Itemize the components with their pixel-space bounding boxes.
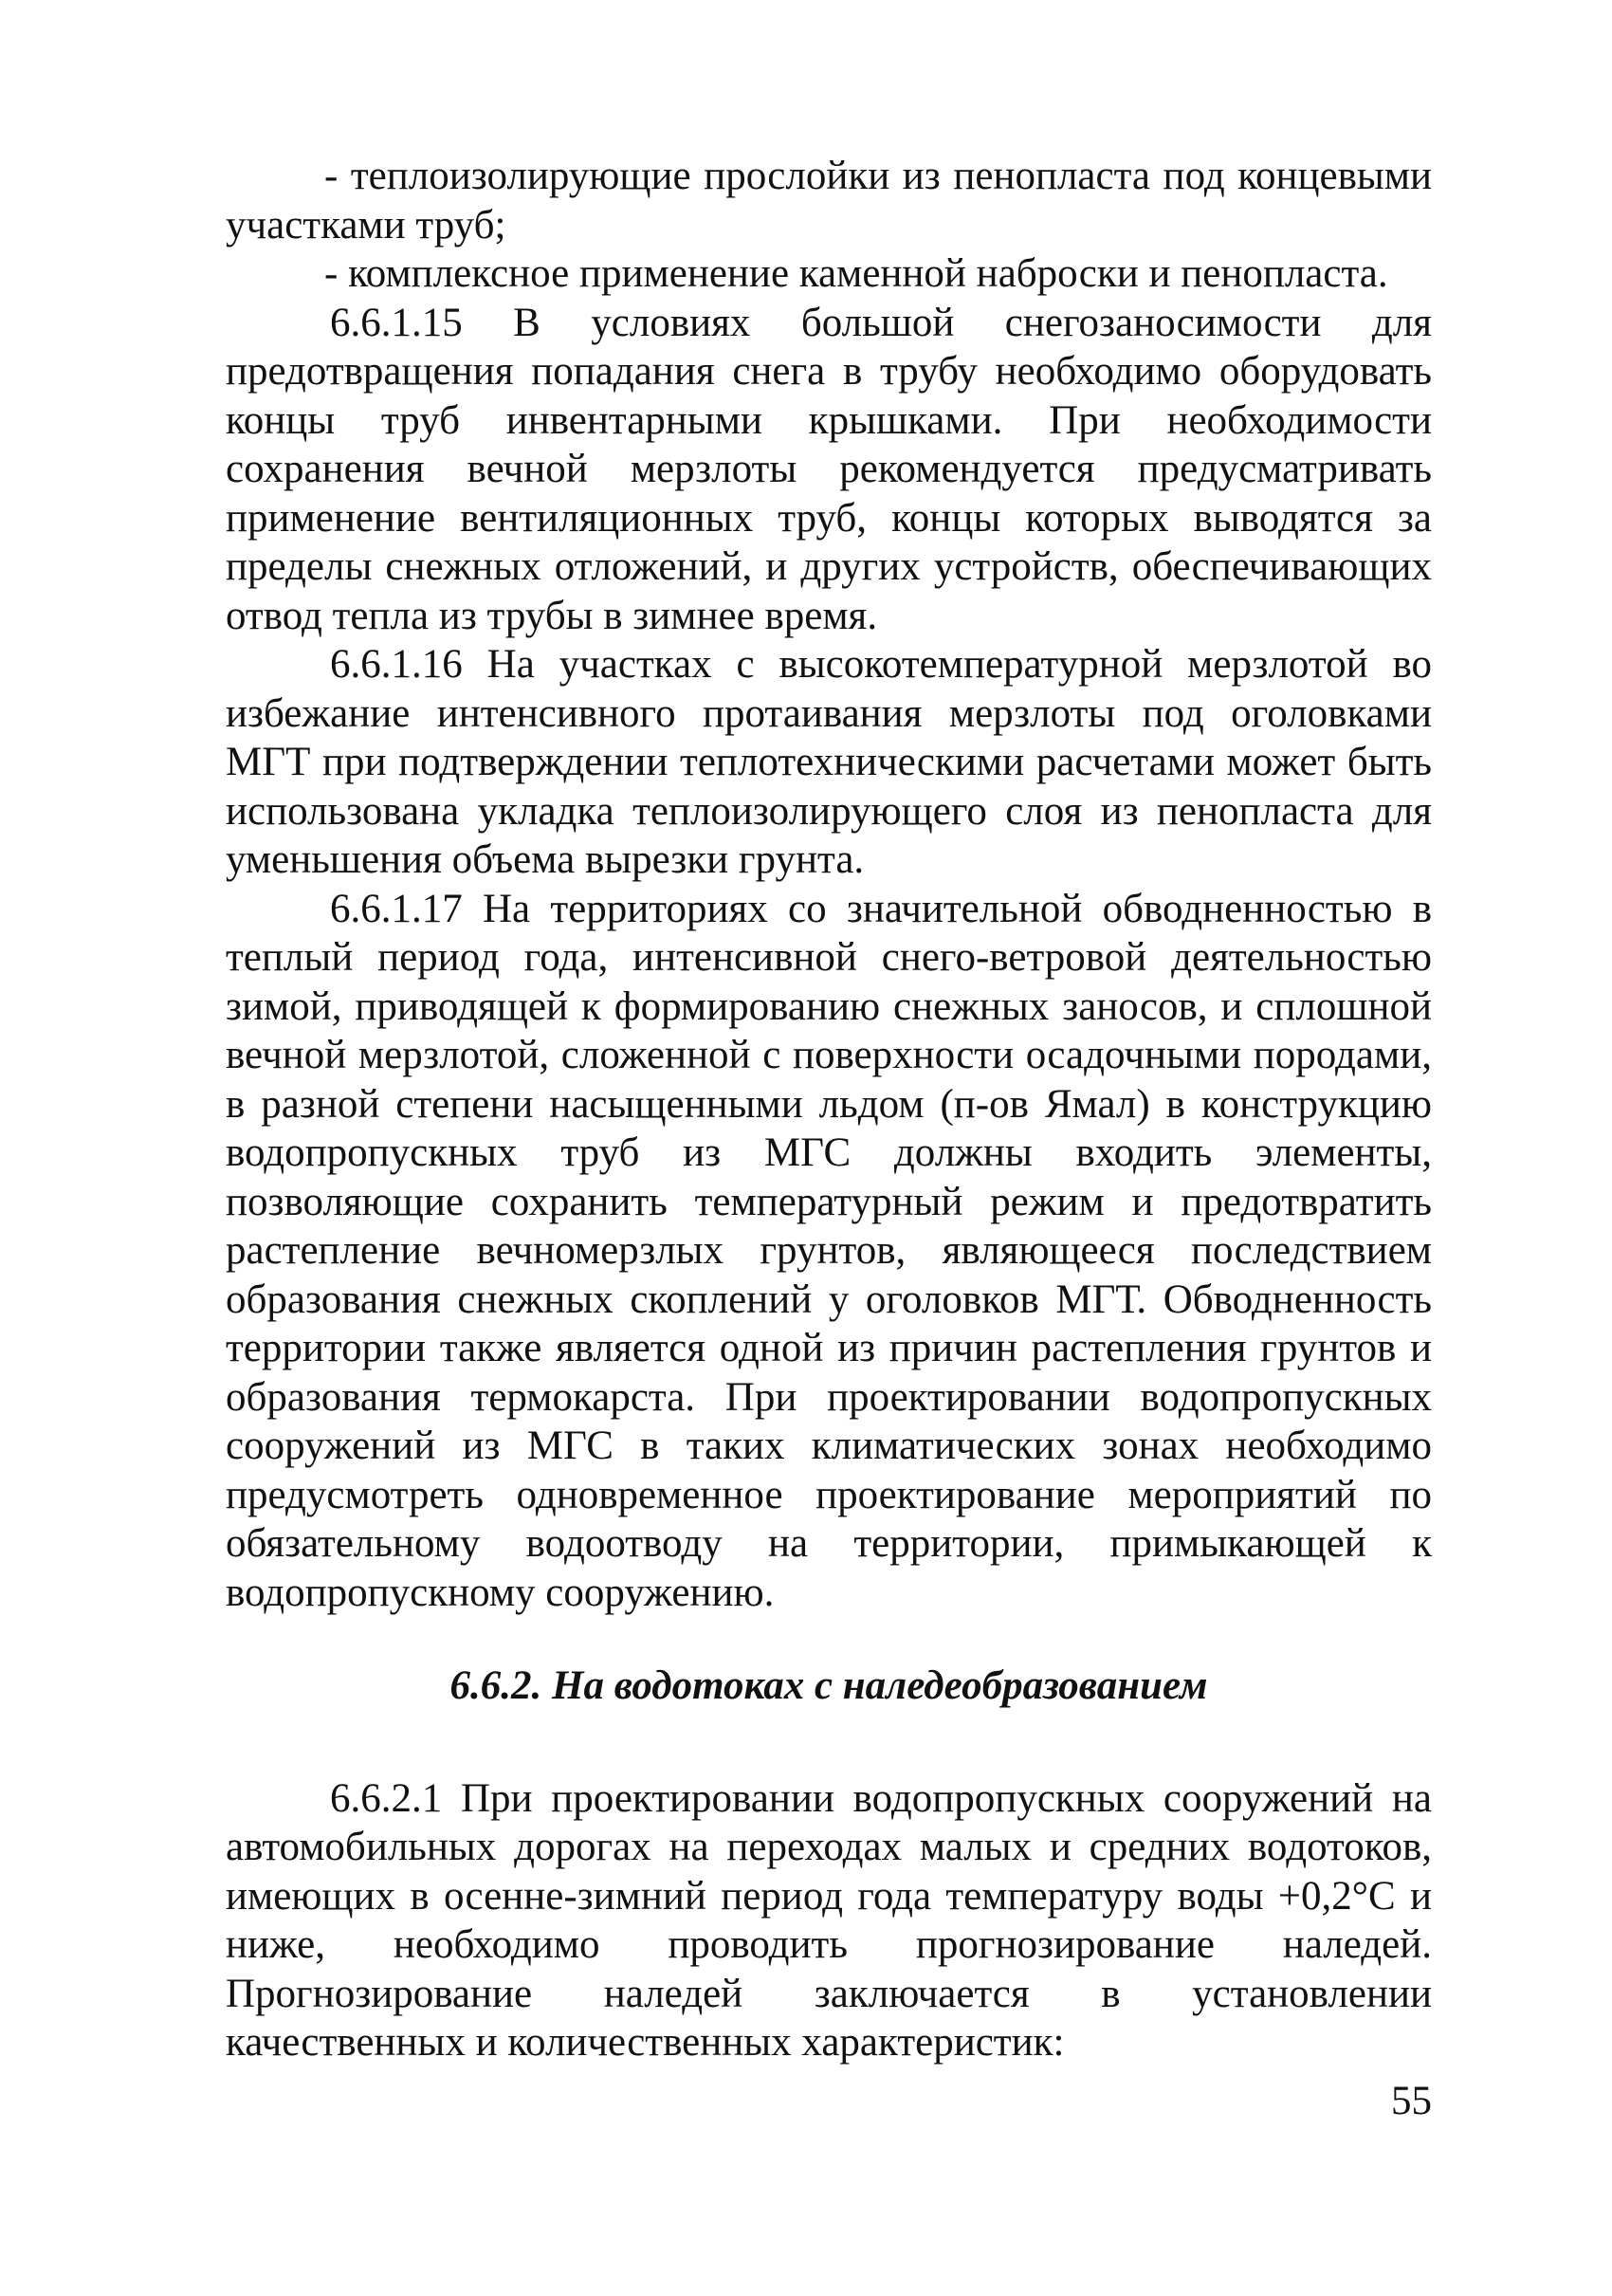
section-heading: 6.6.2. На водотоках с наледеобразованием <box>449 1663 1208 1708</box>
paragraph-6-6-1-16: 6.6.1.16 На участках с высокотемпературной мерзлотой во избежание интенсивного протаивания мерзлоты под оголовками МГТ при подтверждении теплотехническими расчетами может быть использована укладка теплоизолирующего слоя из пенопласта для уменьшения объема вырезки грунта. <box>226 642 1432 882</box>
paragraph-insulating-layers: - теплоизолирующие прослойки из пенопласта под концевыми участками труб; <box>226 154 1432 248</box>
page-number: 55 <box>1391 2079 1432 2123</box>
paragraph-6-6-1-17: 6.6.1.17 На территориях со значительной обводненностью в теплый период года, интенсивной снего-ветровой деятельностью зимой, приводящей к формированию снежных заносов, и сплошной вечной мерзлотой, сложенной с поверхности осадочными породами, в разной степени насыщенными льдом (п-ов Ямал) в конструкцию водопропускных труб из МГС должны входить элементы, позволяющие сохранить температурный режим и предотвратить растепление вечномерзлых грунтов, являющееся последствием образования снежных скоплений у оголовков МГТ. Обводненность территории также является одной из причин растепления грунтов и образования термокарста. При проектировании водопропускных сооружений из МГС в таких климатических зонах необходимо предусмотреть одновременное проектирование мероприятий по обязательному водоотводу на территории, примыкающей к водопропускному сооружению. <box>226 886 1432 1615</box>
paragraph-combined-application: - комплексное применение каменной наброски и пенопласта. <box>324 251 1388 296</box>
spacer <box>226 1711 1432 1774</box>
document-page <box>226 152 1432 2067</box>
spacer <box>226 1617 1432 1662</box>
paragraph-6-6-1-15: 6.6.1.15 В условиях большой снегозаносимости для предотвращения попадания снега в трубу необходимо оборудовать концы труб инвентарными крышками. При необходимости сохранения вечной мерзлоты рекомендуется предусматривать применение вентиляционных труб, концы которых выводятся за пределы снежных отложений, и других устройств, обеспечивающих отвод тепла из трубы в зимнее время. <box>226 300 1432 638</box>
paragraph-6-6-2-1: 6.6.2.1 При проектировании водопропускных сооружений на автомобильных дорогах на переходах малых и средних водотоков, имеющих в осенне-зимний период года температуру воды +0,2°С и ниже, необходимо проводить прогнозирование наледей. Прогнозирование наледей заключается в установлении качественных и количественных характеристик: <box>226 1775 1432 2065</box>
